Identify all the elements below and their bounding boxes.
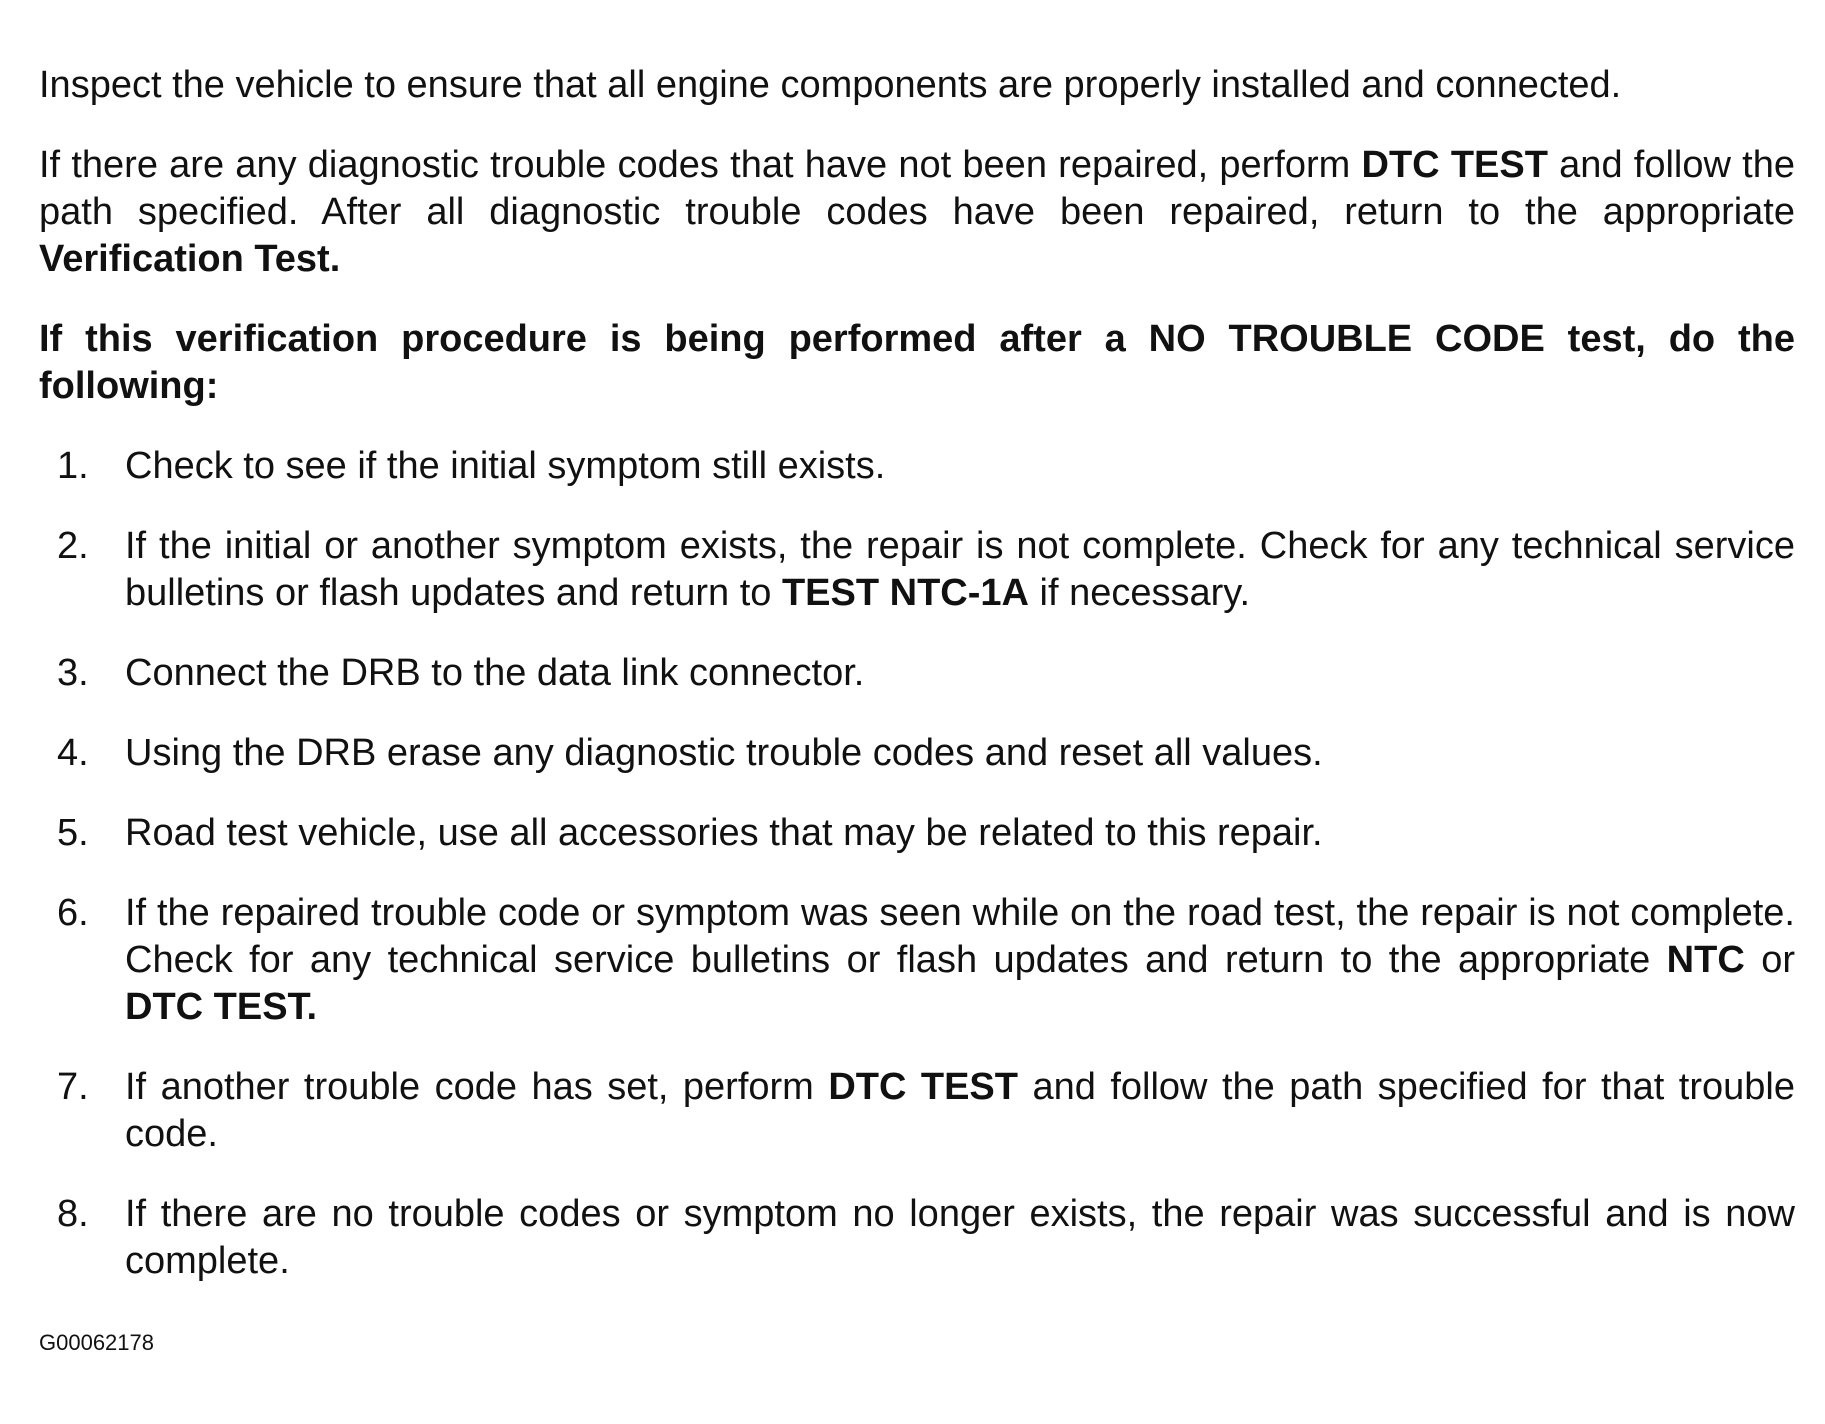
document-body xyxy=(39,62,1795,1318)
dtc-test-reference: DTC TEST. xyxy=(125,986,318,1028)
step-text-segment: or xyxy=(1744,939,1795,981)
step-text-segment: Road test vehicle, use all accessories that may be related to this repair. xyxy=(125,812,1323,854)
test-ntc-1a-reference: TEST NTC-1A xyxy=(781,572,1029,614)
step-text xyxy=(125,443,1795,490)
step-text xyxy=(125,650,1795,697)
intro-paragraph-inspect: Inspect the vehicle to ensure that all engine components are properly installed and connected. xyxy=(39,64,1622,106)
step-text xyxy=(125,1191,1795,1285)
step-number: 7. xyxy=(57,1066,89,1108)
step-text xyxy=(125,523,1795,617)
step-text-segment: and follow the path specified for that trouble code. xyxy=(125,1066,1795,1155)
step-item-1 xyxy=(39,443,1795,490)
dtc-test-reference: DTC TEST xyxy=(1361,144,1548,186)
step-text-segment: if necessary. xyxy=(1028,572,1251,614)
step-number: 6. xyxy=(57,892,89,934)
step-item-3 xyxy=(39,650,1795,697)
step-text xyxy=(125,890,1795,1031)
step-item-7 xyxy=(39,1064,1795,1158)
procedure-heading: If this verification procedure is being performed after a NO TROUBLE CODE test, do the following: xyxy=(39,318,1795,407)
step-text xyxy=(125,730,1795,777)
step-text-segment: Check to see if the initial symptom still exists. xyxy=(125,445,886,487)
step-text-segment: If the repaired trouble code or symptom was seen while on the road test, the repair is not complete. Check for any technical service bulletins or flash updates and return to the appropriate xyxy=(125,892,1795,981)
step-item-2 xyxy=(39,523,1795,617)
step-item-4 xyxy=(39,730,1795,777)
step-item-5 xyxy=(39,810,1795,857)
step-number: 5. xyxy=(57,812,89,854)
step-number: 1. xyxy=(57,445,89,487)
procedure-steps-list xyxy=(39,443,1795,1285)
intro-text-segment: If there are any diagnostic trouble codes that have not been repaired, perform xyxy=(39,144,1362,186)
step-text-segment: If another trouble code has set, perform xyxy=(125,1066,829,1108)
step-item-8 xyxy=(39,1191,1795,1285)
step-number: 3. xyxy=(57,652,89,694)
step-number: 8. xyxy=(57,1193,89,1235)
step-text-segment: Using the DRB erase any diagnostic trouble codes and reset all values. xyxy=(125,732,1323,774)
step-item-6 xyxy=(39,890,1795,1031)
step-text-segment: If there are no trouble codes or symptom no longer exists, the repair was successful and is now complete. xyxy=(125,1193,1795,1282)
intro-paragraph-dtc xyxy=(39,142,1795,283)
ntc-reference: NTC xyxy=(1666,939,1745,981)
step-number: 4. xyxy=(57,732,89,774)
figure-id: G00062178 xyxy=(39,1330,154,1355)
step-text-segment: If the initial or another symptom exists, the repair is not complete. Check for any technical service bulletins or flash updates and return to xyxy=(125,525,1795,614)
intro-text-segment: and follow the path specified. After all diagnostic trouble codes have been repaired, return to the appropriate xyxy=(39,144,1795,233)
verification-test-reference: Verification Test. xyxy=(39,238,341,280)
step-text-segment: Connect the DRB to the data link connector. xyxy=(125,652,865,694)
dtc-test-reference: DTC TEST xyxy=(828,1066,1018,1108)
step-number: 2. xyxy=(57,525,89,567)
step-text xyxy=(125,810,1795,857)
step-text xyxy=(125,1064,1795,1158)
